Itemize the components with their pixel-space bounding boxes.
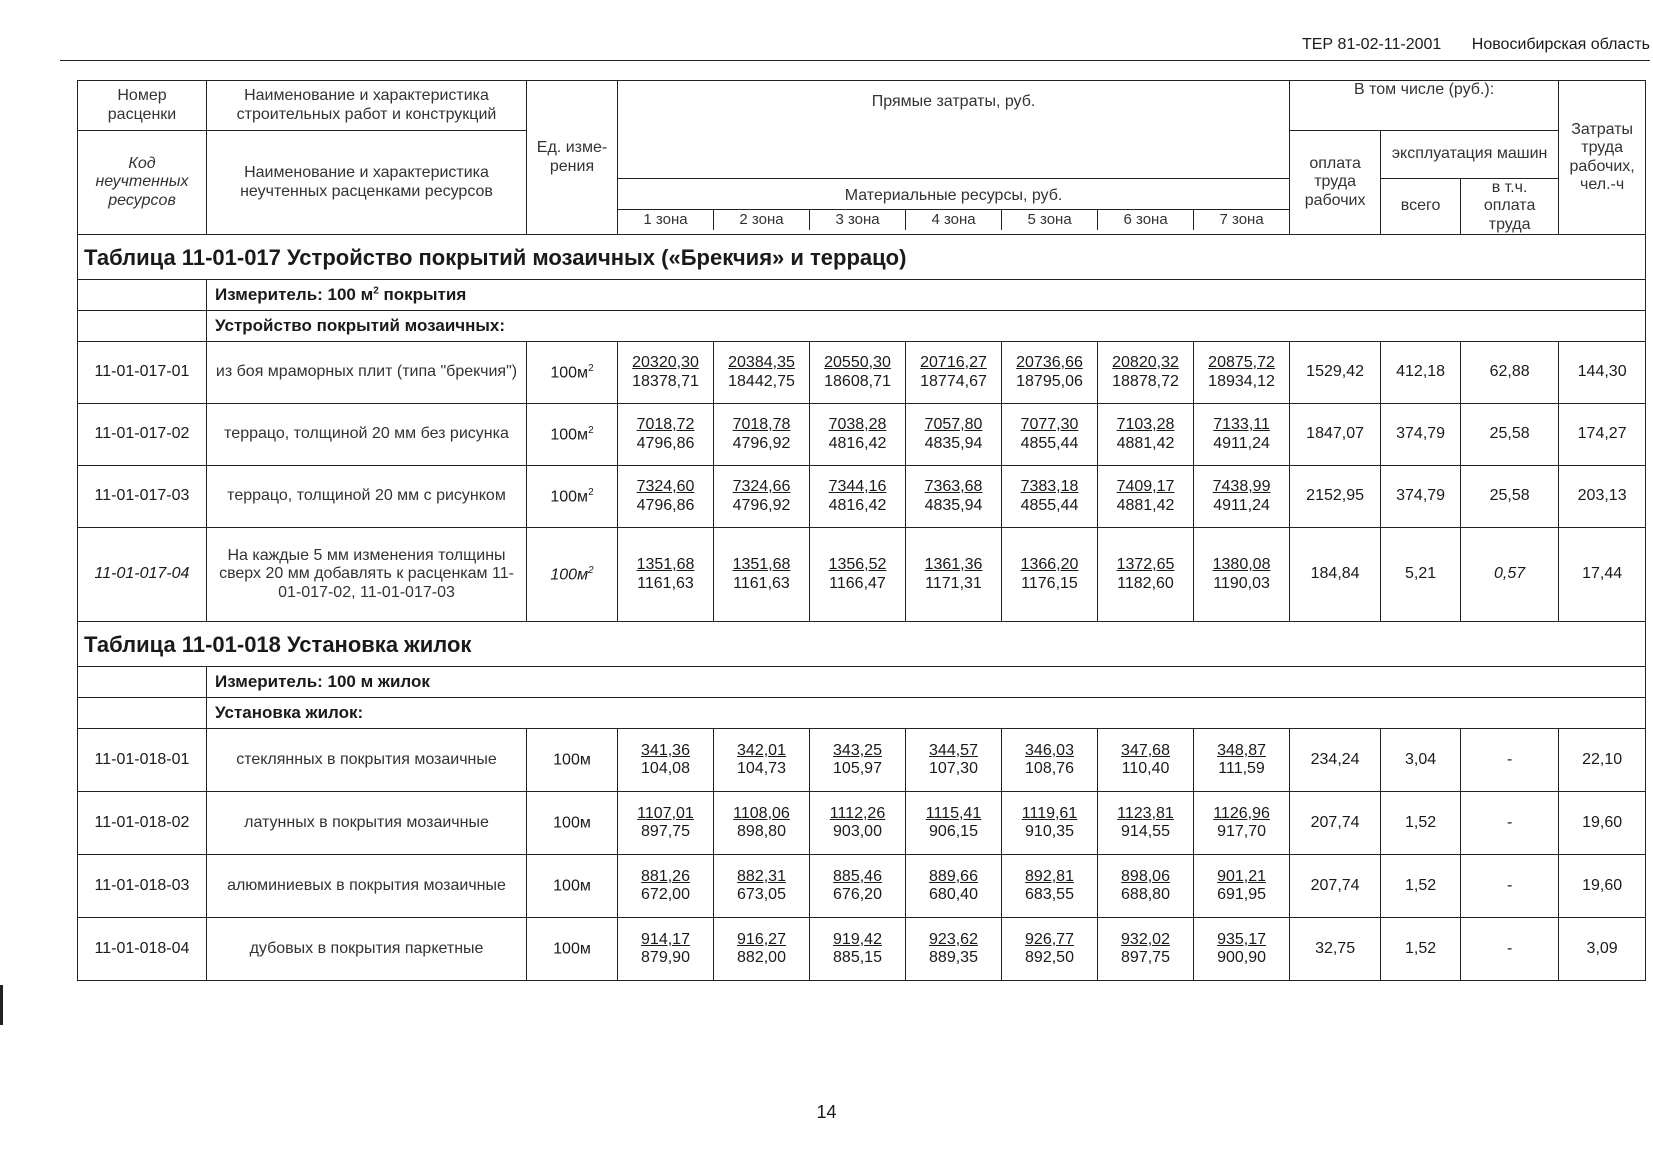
document-code: ТЕР 81-02-11-2001 — [1301, 36, 1442, 53]
unit-sup: 2 — [588, 564, 594, 576]
header-resource-code: Код неучтенных ресурсов — [78, 131, 207, 235]
material-cost: 892,50 — [1025, 949, 1074, 967]
header-resource-name: Наименование и характеристика неучтенных расценками ресурсов — [207, 131, 527, 235]
material-cost: 691,95 — [1217, 886, 1267, 904]
direct-cost: 889,66 — [929, 867, 978, 885]
zone-cost — [810, 855, 906, 918]
material-cost: 4855,44 — [1020, 496, 1079, 514]
zone-cost — [810, 466, 906, 528]
zone-cost — [1194, 528, 1290, 622]
work-name: дубовых в покрытия паркетные — [207, 918, 527, 981]
direct-cost: 1351,68 — [636, 556, 695, 574]
machines-total: 374,79 — [1381, 404, 1461, 466]
zone-cost — [1002, 918, 1098, 981]
measure-row — [78, 667, 1646, 698]
direct-cost: 342,01 — [737, 741, 786, 759]
work-name: алюминиевых в покрытия мозаичные — [207, 855, 527, 918]
group-row — [78, 311, 1646, 342]
material-cost: 673,05 — [737, 886, 786, 904]
zone-header: 3 зона — [810, 210, 906, 230]
direct-cost: 1372,65 — [1116, 556, 1175, 574]
material-cost: 683,55 — [1025, 886, 1074, 904]
material-cost: 1166,47 — [829, 574, 886, 592]
direct-cost: 926,77 — [1025, 930, 1074, 948]
zone-header: 7 зона — [1219, 211, 1264, 229]
labor-pay: 1529,42 — [1290, 342, 1381, 404]
machines-total: 1,52 — [1381, 918, 1461, 981]
material-cost: 4881,42 — [1116, 496, 1175, 514]
material-cost: 910,35 — [1025, 823, 1074, 841]
zone-header: 1 зона — [618, 210, 714, 230]
machines-total: 1,52 — [1381, 792, 1461, 855]
unit-text: 100м — [553, 877, 591, 895]
zone-cost — [1098, 729, 1194, 792]
material-cost: 676,20 — [833, 886, 882, 904]
zone-cost — [1098, 342, 1194, 404]
machines-labor: - — [1461, 918, 1559, 981]
zone-cost — [810, 729, 906, 792]
unit-sup: 2 — [588, 424, 594, 436]
labor-hours: 174,27 — [1559, 404, 1646, 466]
zone-cost — [714, 404, 810, 466]
machines-total: 374,79 — [1381, 466, 1461, 528]
direct-cost: 1123,81 — [1117, 804, 1174, 822]
measure-text — [207, 667, 1646, 698]
material-cost: 1161,63 — [637, 574, 694, 592]
machines-labor: 62,88 — [1461, 342, 1559, 404]
direct-cost: 923,62 — [929, 930, 978, 948]
material-cost: 4881,42 — [1116, 434, 1175, 452]
material-cost: 4796,92 — [732, 434, 791, 452]
table-row — [78, 792, 1646, 855]
zone-cost — [1098, 528, 1194, 622]
header-materials-block — [618, 179, 1290, 235]
zone-header: 2 зона — [714, 210, 810, 230]
direct-cost: 882,31 — [737, 867, 786, 885]
material-cost: 1176,15 — [1021, 574, 1078, 592]
material-cost: 4816,42 — [828, 434, 887, 452]
material-cost: 882,00 — [737, 949, 786, 967]
unit-text: 100м — [553, 814, 591, 832]
page-header — [60, 36, 1650, 61]
machines-labor: 25,58 — [1461, 404, 1559, 466]
material-cost: 18442,75 — [728, 372, 795, 390]
zone-cost — [618, 404, 714, 466]
measure-sup: 2 — [373, 285, 379, 297]
zone-cost — [1194, 729, 1290, 792]
unit — [527, 342, 618, 404]
zone-cost — [1098, 792, 1194, 855]
zone-cost — [714, 855, 810, 918]
direct-cost: 1366,20 — [1020, 556, 1079, 574]
direct-cost: 20820,32 — [1112, 354, 1179, 372]
unit — [527, 792, 618, 855]
machines-labor: - — [1461, 792, 1559, 855]
material-cost: 672,00 — [641, 886, 690, 904]
direct-cost: 898,06 — [1121, 867, 1170, 885]
group-title: Устройство покрытий мозаичных: — [207, 311, 1646, 342]
direct-cost: 7038,28 — [828, 416, 887, 434]
material-cost: 18878,72 — [1112, 372, 1179, 390]
table-row — [78, 404, 1646, 466]
zone-cost — [1194, 855, 1290, 918]
material-cost: 4835,94 — [924, 434, 983, 452]
material-cost: 104,73 — [737, 760, 786, 778]
material-cost: 104,08 — [641, 760, 690, 778]
header-materials: Материальные ресурсы, руб. — [618, 183, 1289, 210]
table-row — [78, 918, 1646, 981]
work-name: стеклянных в покрытия мозаичные — [207, 729, 527, 792]
zone-cost — [1194, 918, 1290, 981]
work-name: террацо, толщиной 20 мм без рисунка — [207, 404, 527, 466]
empty-cell — [78, 698, 207, 729]
machines-labor: - — [1461, 729, 1559, 792]
material-cost: 105,97 — [833, 760, 882, 778]
direct-cost: 1119,61 — [1021, 804, 1078, 822]
unit — [527, 729, 618, 792]
direct-cost: 1115,41 — [925, 804, 982, 822]
machines-total: 1,52 — [1381, 855, 1461, 918]
labor-pay: 32,75 — [1290, 918, 1381, 981]
labor-pay: 207,74 — [1290, 792, 1381, 855]
zone-cost — [618, 342, 714, 404]
zone-header: 4 зона — [906, 210, 1002, 230]
labor-pay: 1847,07 — [1290, 404, 1381, 466]
zone-cost — [810, 918, 906, 981]
material-cost: 900,90 — [1217, 949, 1267, 967]
zone-cost — [810, 792, 906, 855]
labor-pay: 234,24 — [1290, 729, 1381, 792]
direct-cost: 20716,27 — [920, 354, 987, 372]
table-row — [78, 342, 1646, 404]
empty-cell — [78, 311, 207, 342]
zone-cost — [1098, 466, 1194, 528]
zone-cost — [1194, 342, 1290, 404]
zone-cost — [618, 528, 714, 622]
zone-cost — [714, 528, 810, 622]
region-name: Новосибирская область — [1471, 36, 1650, 53]
material-cost: 4816,42 — [828, 496, 887, 514]
work-name: На каждые 5 мм изменения толщины сверх 20 мм добавлять к расценкам 11-01-017-02, 11-01-017-03 — [207, 528, 527, 622]
table-row — [78, 466, 1646, 528]
zone-cost — [1002, 466, 1098, 528]
direct-cost: 1361,36 — [924, 556, 983, 574]
measure-row — [78, 280, 1646, 311]
direct-cost: 7133,11 — [1213, 416, 1270, 434]
labor-hours: 3,09 — [1559, 918, 1646, 981]
machines-labor: - — [1461, 855, 1559, 918]
material-cost: 897,75 — [1121, 949, 1170, 967]
direct-cost: 7018,72 — [636, 416, 695, 434]
zone-cost — [1098, 855, 1194, 918]
direct-cost: 881,26 — [641, 867, 690, 885]
section-title: Таблица 11-01-018 Установка жилок — [78, 622, 1646, 667]
rate-code: 11-01-018-04 — [78, 918, 207, 981]
group-row — [78, 698, 1646, 729]
zone-headers — [618, 210, 1289, 230]
empty-cell — [78, 280, 207, 311]
material-cost: 897,75 — [641, 823, 690, 841]
material-cost: 111,59 — [1218, 760, 1265, 778]
material-cost: 898,80 — [737, 823, 786, 841]
header-machines-labor: в т.ч. оплата труда — [1461, 179, 1559, 235]
unit — [527, 855, 618, 918]
zone-cost — [906, 466, 1002, 528]
direct-cost: 20875,72 — [1208, 354, 1275, 372]
zone-cost — [618, 855, 714, 918]
work-name: латунных в покрытия мозаичные — [207, 792, 527, 855]
material-cost: 18934,12 — [1208, 372, 1275, 390]
unit — [527, 528, 618, 622]
direct-cost: 346,03 — [1025, 741, 1074, 759]
direct-cost: 7057,80 — [924, 416, 983, 434]
direct-cost: 7018,78 — [732, 416, 791, 434]
zone-cost — [810, 404, 906, 466]
rate-code: 11-01-017-03 — [78, 466, 207, 528]
unit-sup: 2 — [588, 486, 594, 498]
material-cost: 906,15 — [929, 823, 978, 841]
zone-cost — [618, 792, 714, 855]
labor-pay: 184,84 — [1290, 528, 1381, 622]
table-row — [78, 729, 1646, 792]
material-cost: 110,40 — [1121, 760, 1170, 778]
direct-cost: 7344,16 — [828, 478, 887, 496]
material-cost: 108,76 — [1025, 760, 1074, 778]
table-row — [78, 528, 1646, 622]
direct-cost: 919,42 — [833, 930, 882, 948]
direct-cost: 901,21 — [1217, 867, 1267, 885]
zone-cost — [1002, 404, 1098, 466]
zone-cost — [714, 792, 810, 855]
measure-text — [207, 280, 1646, 311]
header-machines: эксплуатация машин — [1381, 131, 1559, 179]
zone-cost — [810, 342, 906, 404]
machines-labor: 0,57 — [1461, 528, 1559, 622]
zone-cost — [1098, 404, 1194, 466]
rate-code: 11-01-018-02 — [78, 792, 207, 855]
zone-cost — [906, 342, 1002, 404]
unit — [527, 404, 618, 466]
direct-cost: 1351,68 — [732, 556, 791, 574]
group-title: Установка жилок: — [207, 698, 1646, 729]
unit-text: 100м — [550, 488, 589, 506]
direct-cost: 885,46 — [833, 867, 882, 885]
direct-cost: 7438,99 — [1212, 478, 1271, 496]
zone-cost — [1098, 918, 1194, 981]
labor-hours: 144,30 — [1559, 342, 1646, 404]
direct-cost: 1108,06 — [733, 804, 790, 822]
header-including: В том числе (руб.): — [1290, 81, 1559, 131]
direct-cost: 916,27 — [737, 930, 786, 948]
margin-mark — [0, 985, 3, 1025]
labor-hours: 19,60 — [1559, 792, 1646, 855]
material-cost: 680,40 — [929, 886, 978, 904]
zone-cost — [714, 466, 810, 528]
material-cost: 4796,86 — [636, 496, 695, 514]
direct-cost: 7077,30 — [1020, 416, 1079, 434]
zone-cost — [618, 466, 714, 528]
labor-pay: 207,74 — [1290, 855, 1381, 918]
labor-hours: 203,13 — [1559, 466, 1646, 528]
header-labor: Затраты труда рабочих, чел.-ч — [1559, 81, 1646, 235]
direct-cost: 7324,66 — [732, 478, 791, 496]
measure-prefix: Измеритель: 100 м — [215, 285, 374, 305]
header-work-name: Наименование и характеристика строительных работ и конструкций — [207, 81, 527, 131]
direct-cost: 7324,60 — [636, 478, 695, 496]
zone-cost — [906, 528, 1002, 622]
zone-cost — [1194, 404, 1290, 466]
direct-cost: 7383,18 — [1020, 478, 1079, 496]
direct-cost: 20384,35 — [728, 354, 795, 372]
zone-cost — [1002, 855, 1098, 918]
material-cost: 1161,63 — [733, 574, 790, 592]
material-cost: 889,35 — [929, 949, 978, 967]
direct-cost: 914,17 — [641, 930, 690, 948]
material-cost: 1171,31 — [925, 574, 982, 592]
direct-cost: 935,17 — [1217, 930, 1267, 948]
direct-cost: 347,68 — [1121, 741, 1170, 759]
unit-text: 100м — [553, 940, 591, 958]
unit-text: 100м — [550, 566, 589, 584]
section-title-row — [78, 622, 1646, 667]
unit-text: 100м — [550, 426, 589, 444]
rate-code: 11-01-017-01 — [78, 342, 207, 404]
direct-cost: 20736,66 — [1016, 354, 1083, 372]
table-header-row-1 — [78, 81, 1646, 131]
zone-cost — [618, 729, 714, 792]
unit — [527, 918, 618, 981]
material-cost: 4911,24 — [1213, 496, 1270, 514]
zone-cost — [906, 855, 1002, 918]
section-title-row — [78, 235, 1646, 280]
machines-total: 3,04 — [1381, 729, 1461, 792]
material-cost: 903,00 — [833, 823, 882, 841]
zone-cost — [906, 792, 1002, 855]
header-direct-costs: Прямые затраты, руб. — [618, 81, 1290, 179]
direct-cost: 892,81 — [1025, 867, 1074, 885]
direct-cost: 20320,30 — [632, 354, 699, 372]
labor-hours: 17,44 — [1559, 528, 1646, 622]
empty-cell — [78, 667, 207, 698]
direct-cost: 932,02 — [1121, 930, 1170, 948]
measure-suffix: покрытия — [378, 285, 467, 305]
labor-hours: 19,60 — [1559, 855, 1646, 918]
zone-cost — [1194, 792, 1290, 855]
table-row — [78, 855, 1646, 918]
labor-pay: 2152,95 — [1290, 466, 1381, 528]
material-cost: 688,80 — [1121, 886, 1170, 904]
material-cost: 4855,44 — [1020, 434, 1079, 452]
direct-cost: 348,87 — [1217, 741, 1267, 759]
rate-code: 11-01-018-03 — [78, 855, 207, 918]
material-cost: 4911,24 — [1213, 434, 1270, 452]
material-cost: 4835,94 — [924, 496, 983, 514]
section-title: Таблица 11-01-017 Устройство покрытий мозаичных («Брекчия» и террацо) — [78, 235, 1646, 280]
direct-cost: 343,25 — [833, 741, 882, 759]
zone-cost — [1194, 466, 1290, 528]
work-name: из боя мраморных плит (типа "брекчия") — [207, 342, 527, 404]
zone-header: 6 зона — [1098, 210, 1194, 230]
rate-code: 11-01-018-01 — [78, 729, 207, 792]
zone-cost — [1002, 729, 1098, 792]
zone-cost — [714, 918, 810, 981]
zone-cost — [906, 918, 1002, 981]
material-cost: 107,30 — [929, 760, 978, 778]
price-table — [77, 80, 1646, 981]
unit-sup: 2 — [588, 362, 594, 374]
header-unit: Ед. изме-рения — [527, 81, 618, 235]
zone-cost — [618, 918, 714, 981]
zone-cost — [1002, 342, 1098, 404]
rate-code: 11-01-017-02 — [78, 404, 207, 466]
unit-text: 100м — [553, 751, 591, 769]
direct-cost: 7409,17 — [1116, 478, 1175, 496]
zone-cost — [810, 528, 906, 622]
zone-cost — [906, 404, 1002, 466]
material-cost: 917,70 — [1217, 823, 1267, 841]
zone-cost — [1002, 792, 1098, 855]
zone-header: 5 зона — [1002, 210, 1098, 230]
labor-hours: 22,10 — [1559, 729, 1646, 792]
material-cost: 885,15 — [833, 949, 882, 967]
material-cost: 18378,71 — [632, 372, 699, 390]
zone-cost — [1002, 528, 1098, 622]
zone-cost — [714, 342, 810, 404]
material-cost: 914,55 — [1121, 823, 1170, 841]
unit-text: 100м — [550, 364, 589, 382]
page-number: 14 — [816, 1102, 837, 1122]
direct-cost: 1380,08 — [1212, 556, 1271, 574]
direct-cost: 1126,96 — [1213, 804, 1270, 822]
header-machines-total: всего — [1381, 179, 1461, 235]
material-cost: 4796,86 — [636, 434, 695, 452]
header-labor-pay: оплата труда рабочих — [1290, 131, 1381, 235]
measure-prefix: Измеритель: 100 м жилок — [215, 672, 430, 692]
direct-cost: 7363,68 — [924, 478, 983, 496]
direct-cost: 7103,28 — [1116, 416, 1175, 434]
rate-code: 11-01-017-04 — [78, 528, 207, 622]
work-name: террацо, толщиной 20 мм с рисунком — [207, 466, 527, 528]
direct-cost: 344,57 — [929, 741, 978, 759]
material-cost: 879,90 — [641, 949, 690, 967]
material-cost: 18795,06 — [1016, 372, 1083, 390]
direct-cost: 341,36 — [641, 741, 690, 759]
machines-labor: 25,58 — [1461, 466, 1559, 528]
zone-cost — [714, 729, 810, 792]
material-cost: 18774,67 — [920, 372, 987, 390]
material-cost: 4796,92 — [732, 496, 791, 514]
material-cost: 1182,60 — [1117, 574, 1174, 592]
header-rate-number: Номер расценки — [78, 81, 207, 131]
material-cost: 1190,03 — [1213, 574, 1270, 592]
direct-cost: 1112,26 — [829, 804, 886, 822]
machines-total: 412,18 — [1381, 342, 1461, 404]
zone-cost — [906, 729, 1002, 792]
direct-cost: 1107,01 — [637, 804, 694, 822]
material-cost: 18608,71 — [824, 372, 891, 390]
machines-total: 5,21 — [1381, 528, 1461, 622]
direct-cost: 1356,52 — [828, 556, 887, 574]
direct-cost: 20550,30 — [824, 354, 891, 372]
unit — [527, 466, 618, 528]
